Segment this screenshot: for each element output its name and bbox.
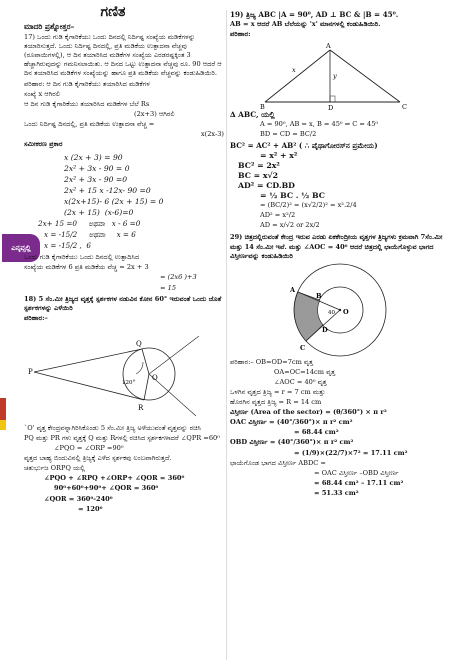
area-step: ∠AOC = 40⁰ ವೃತ್ತ — [274, 377, 327, 386]
area-step: = 68.44 cm² — [294, 428, 339, 437]
q17-solution-line: ಪರಿಹಾರ: ಆ ದಿನ ಗುಡಿ ಕೈಗಾರಿಕೆಯು ತಯಾರಿಸಿದ ಮಡಿಕೆಗಳ — [24, 79, 150, 88]
area-step: = 51.33 cm² — [314, 488, 359, 497]
side-ba — [265, 50, 330, 102]
q18-step: PQ ಮತ್ತು PR ಗಳು ವೃತ್ತಕ್ಕೆ Q ಮತ್ತು Rಗಳಲ್ಲಿ ರಚಿಸಿದ ಸ್ಪರ್ಶಕಗಳಾದರೆ ∠QPR =60⁰ — [24, 433, 220, 442]
sidebar-tab[interactable]: ಎನ್ಕವ್ಸಲ್ಲಿ — [2, 234, 40, 262]
q20-text: 29) ಚಿತ್ರದಲ್ಲಿರುವಂತೆ ಕೇಂದ್ರ ಇರುವ ಎರಡು ಏಕಕೇಂದ್ರೀಯ ವೃತ್ತಗಳ ತ್ರಿಜ್ಯಗಳು ಕ್ರಮವಾಗಿ 7ಸೆಂ.ಮೀ ಮತ್ತು 14 ಸೆಂ.ಮೀ ಇವೆ. ಮತ್ತು ∠AOC = 40⁰ ಆದರೆ ಚಿತ್ರದಲ್ಲಿ ಛಾಯೆಗೊಳ್ಳುವ ಭಾಗದ ವಿಸ್ತೀರ್ಣವನ್ನು ಕಂಡುಹಿಡಿಯಿರಿ — [230, 233, 443, 260]
area-step: OAC ವಿಸ್ತೀರ್ಣ = (40°/360°)× π r² cm² — [230, 418, 353, 427]
q17-solution-line: x(2x-3) — [200, 130, 224, 139]
q19-text: 19) ತ್ರಿಜ್ಯ ABC |A = 90⁰, AD ⊥ BC & |B = 45⁰. — [230, 10, 399, 19]
column-divider — [226, 10, 227, 660]
tangent-line-pq — [34, 349, 142, 372]
label-p: P — [28, 367, 33, 376]
angle-arc — [136, 362, 143, 374]
area-step: = OAC ವಿಸ್ತೀರ್ಣ –OBD ವಿಸ್ತೀರ್ಣ — [314, 468, 399, 477]
label-a: A — [290, 285, 296, 294]
equation-line: x(2x+15)- 6 (2x + 15) = 0 — [64, 197, 164, 207]
tangent-figure — [24, 324, 224, 424]
q17-conclusion: = 15 — [160, 283, 177, 292]
area-step: OA=OC=14cm ವೃತ್ತ — [274, 367, 336, 376]
label-r: R — [138, 403, 144, 412]
q18-step: `O' ವೃತ್ತ ಕೇಂದ್ರವನ್ನಾಗಿರಿಸಿಕೊಂಡು 5 ಸೆಂ.ಮೀ ತ್ರಿಜ್ಯ ಅಳೆಯುವಂತೆ ವೃತ್ತವನ್ನು ರಚಿಸಿ — [24, 423, 202, 432]
label-b: B — [260, 103, 265, 111]
side-ac — [330, 50, 400, 102]
label-o: O — [152, 373, 158, 382]
q18-step: 90⁰+60⁰+90⁰+ ∠QOR = 360⁰ — [54, 484, 159, 493]
label-a: A — [326, 42, 331, 51]
right-angle-mark — [330, 96, 335, 102]
q17-conclusion: = (2x6 )+3 — [160, 273, 197, 282]
page-title: ಗಣಿತ — [100, 4, 126, 20]
q17-solution-line: ಆ ದಿನ ಗುಡಿ ಕೈಗಾರಿಕೆಯು ತಯಾರಿಸಿದ ಮಡಿಕೆಗಳ ಬೆಲೆ Rs — [24, 99, 150, 108]
label-angle: 120° — [122, 379, 136, 386]
label-b: B — [316, 291, 322, 300]
triangle-step: = ½ BC . ½ BC — [260, 191, 325, 201]
area-step: ಛಾಯೆಗೊಂಡ ಭಾಗದ ವಿಸ್ತೀರ್ಣ ABDC = — [230, 458, 326, 467]
equation-line: 2x² + 15 x -12x- 90 =0 — [64, 186, 151, 196]
area-step: = (1/9)×(22/7)×7² = 17.11 cm² — [294, 448, 408, 457]
triangle-step: = (BC/2)² = (x√2/2)² = x².2/4 — [260, 201, 357, 210]
q18-step: ∠QOR = 360⁰-240⁰ — [44, 494, 113, 503]
q17-conclusion: ಒಂದು ಗುಡಿ ಕೈಗಾರಿಕೆಯು ಒಂದು ದಿನದಲ್ಲಿ ಉತ್ಪಾದಿಸಿದ — [24, 253, 140, 262]
section-title: ಮಾದರಿ ಪ್ರಶ್ನೋತ್ತರ– — [24, 22, 75, 31]
label-c: C — [402, 103, 407, 111]
q18-step: ವೃತ್ತದ ಬಾಹ್ಯ ಬಿಂದುವಿನಲ್ಲಿ ತ್ರಿಜ್ಯಕ್ಕೆ ಎಳೆದ ಸ್ಪರ್ಶಕವು ಲಂಬವಾಗಿರುತ್ತದೆ. — [24, 454, 172, 463]
label-d: D — [328, 104, 334, 111]
equation-line: x = -15/2 , 6 — [44, 241, 91, 251]
triangle-step: BC² = 2x² — [238, 160, 280, 170]
q18-step: ∠PQO = ∠ORP =90⁰ — [54, 444, 124, 453]
area-step: ಒಳಗಿನ ವೃತ್ತದ ತ್ರಿಜ್ಯ = r = 7 cm ಮತ್ತು — [230, 387, 326, 396]
center-point — [339, 308, 341, 310]
equation-line: 2x+ 15 =0 ಅಥವಾ x - 6 =0 — [38, 219, 141, 229]
equation-line: 2x² + 3x - 90 =0 — [64, 175, 128, 185]
label-c: C — [300, 343, 306, 352]
equation-line: x = -15/2 ಅಥವಾ x = 6 — [44, 230, 136, 240]
area-step: OBD ವಿಸ್ತೀರ್ಣ = (40°/360°)× π r² cm² — [230, 438, 354, 447]
tangent-line-pr — [34, 372, 144, 400]
triangle-step: AD² = x²/2 — [260, 211, 296, 220]
triangle-figure — [230, 40, 444, 110]
concentric-circles-figure — [230, 262, 444, 358]
area-step: = 68.44 cm² – 17.11 cm² — [314, 478, 404, 487]
q18-solution-label: ಪರಿಹಾರ:– — [24, 313, 48, 322]
label-angle: 40 — [328, 309, 335, 316]
edge-mark-red — [0, 398, 6, 420]
area-step: ಪರಿಹಾರ:– OB=OD=7cm ವೃತ್ತ — [230, 357, 313, 366]
q17-solution-line: ಸಂಖ್ಯೆ x ಆಗಿರಲಿ — [24, 89, 60, 98]
equation-line: 2x² + 3x - 90 = 0 — [64, 164, 130, 174]
q17-solution-line: ಸಮೀಕರಣ ಪ್ರಕಾರ — [24, 140, 63, 149]
equation-line: (2x + 15) (x-6)=0 — [64, 208, 134, 218]
triangle-step: BC² = AC² + AB² ( ∴ ಪೈಥಾಗೋರಸ್‌ನ ಪ್ರಮೇಯ) — [230, 140, 378, 150]
q17-text: 17) ಒಂದು ಗುಡಿ ಕೈಗಾರಿಕೆಯು ಒಂದು ದಿನದಲ್ಲಿ ನಿರ್ದಿಷ್ಟ ಸಂಖ್ಯೆಯ ಮಡಿಕೆಗಳನ್ನು ತಯಾರಿಸುತ್ತದೆ. ಒಂದು ನಿರ್ದಿಷ್ಟ ದಿನದಲ್ಲಿ, ಪ್ರತಿ ಮಡಿಕೆಯ ಉತ್ಪಾದನಾ ವೆಚ್ಚವು (ರೂಪಾಯಿಗಳಲ್ಲಿ), ಆ ದಿನ ತಯಾರಿಸಿದ ಮಡಿಕೆಗಳ ಸಂಖ್ಯೆಯ ಎರಡರಷ್ಟಕ್ಕಿಂತ 3 ಹೆಚ್ಚಾಗಿರುವುದನ್ನು ಗಮನಿಸಲಾಯಿತು. ಆ ದಿನದ ಒಟ್ಟು ಉತ್ಪಾದನಾ ವೆಚ್ಚವು ರೂ. 90 ಆದರೆ ಆ ದಿನ ತಯಾರಿಸಿದ ಮಡಿಕೆಗಳ ಸಂಖ್ಯೆಯನ್ನು ಹಾಗೂ ಪ್ರತಿ ಮಡಿಕೆಯ ವೆಚ್ಚವನ್ನು ಕಂಡುಹಿಡಿಯಿರಿ. — [24, 33, 222, 78]
area-step: ಹೊರಗಿನ ವೃತ್ತದ ತ್ರಿಜ್ಯ = R = 14 cm — [230, 398, 322, 407]
edge-mark-yellow — [0, 420, 6, 430]
q17-solution-line: ಒಂದು ನಿರ್ದಿಷ್ಟ ದಿನದಲ್ಲಿ, ಪ್ರತಿ ಮಡಿಕೆಯ ಉತ್ಪಾದನಾ ವೆಚ್ಚ = — [24, 119, 155, 128]
triangle-step: BC = x√2 — [238, 170, 279, 180]
left-column — [24, 22, 224, 515]
q18-text: 18) 5 ಸೆಂ.ಮೀ ತ್ರಿಜ್ಯದ ವೃತ್ತಕ್ಕೆ ಸ್ಪರ್ಶಕಗಳ ನಡುವಿನ ಕೋನ 60° ಇರುವಂತೆ ಒಂದು ಜೊತೆ ಸ್ಪರ್ಶಕಗಳನ್ನು ಎಳೆಯಿರಿ — [24, 294, 222, 312]
triangle-step: AD² = CD.BD — [238, 180, 295, 190]
label-y: y — [333, 72, 337, 81]
q18-step: = 120⁰ — [78, 504, 103, 513]
area-step: ವಿಸ್ತೀರ್ಣ (Area of the sector) = (θ/360°) × π r² — [230, 408, 387, 417]
label-d: D — [322, 325, 328, 334]
triangle-step: ∆ ABC, ಯಲ್ಲಿ — [230, 110, 275, 120]
triangle-step: BD = CD = BC/2 — [260, 130, 317, 139]
equation-line: x (2x + 3) = 90 — [64, 153, 123, 163]
q17-conclusion: ಸಂಖ್ಯೆಯ ಮಡಿಕೆಗಳ 6 ಪ್ರತಿ ಮಡಿಕೆಯ ವೆಚ್ಚ = 2x + 3 — [24, 263, 149, 272]
label-o: O — [343, 307, 349, 316]
triangle-step: AD = x/√2 or 2x/2 — [260, 221, 320, 230]
right-column — [230, 10, 444, 499]
q17-solution-line: (2x+3) ಆಗಿರಲಿ — [134, 109, 175, 118]
q19-solution-label: ಪರಿಹಾರ: — [230, 30, 251, 39]
label-q: Q — [136, 339, 142, 348]
radius-oq — [142, 349, 149, 374]
q18-step: ∠PQO + ∠RPQ +∠ORP+ ∠QOR = 360⁰ — [44, 474, 185, 483]
q19-text: AB = x ಆದರೆ AB ಬೆಲೆಯನ್ನು 'x' ಮಾನಗಳಲ್ಲಿ ಕಂಡುಹಿಡಿಯಿರಿ. — [230, 20, 381, 29]
q18-step: ಚತುರ್ಭುಜ ORPQ ಯಲ್ಲಿ — [24, 464, 85, 473]
radius-or — [144, 374, 149, 400]
triangle-step: A = 90⁰, AB = x, B = 45⁰ ⇒ C = 45⁰ — [260, 120, 379, 129]
label-x: x — [292, 66, 296, 75]
triangle-step: = x² + x² — [260, 150, 298, 160]
